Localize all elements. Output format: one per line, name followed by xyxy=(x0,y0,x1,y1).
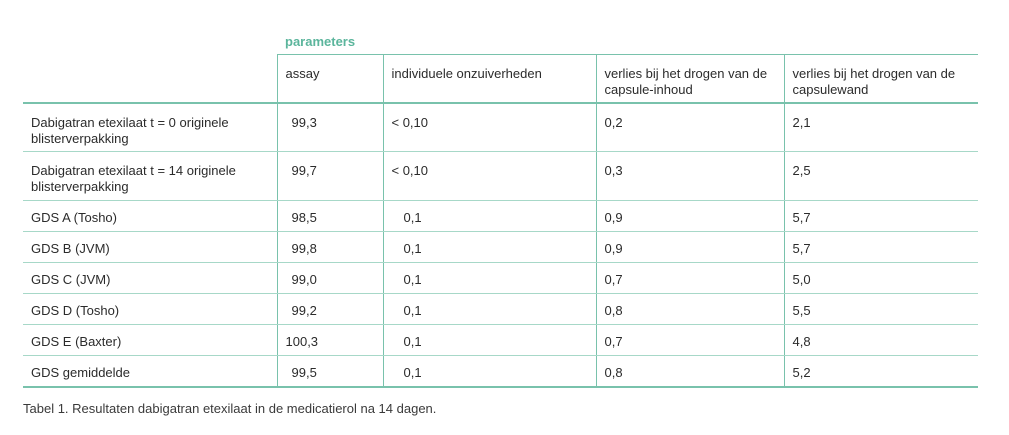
cell-assay: 99,7 xyxy=(277,152,383,201)
header-sample xyxy=(23,55,277,103)
cell-sample: GDS gemiddelde xyxy=(23,356,277,387)
cell-sample: Dabigatran etexilaat t = 14 originele blisterverpakking xyxy=(23,152,277,201)
cell-loss-content: 0,3 xyxy=(596,152,784,201)
table-row xyxy=(23,263,978,294)
cell-loss-wall: 5,2 xyxy=(784,356,978,387)
results-table xyxy=(23,54,978,388)
cell-impurities: < 0,10 xyxy=(383,103,596,152)
cell-loss-wall: 2,1 xyxy=(784,103,978,152)
cell-assay: 98,5 xyxy=(277,201,383,232)
cell-assay: 99,3 xyxy=(277,103,383,152)
table-row xyxy=(23,103,978,152)
header-row xyxy=(23,55,978,103)
cell-loss-wall: 4,8 xyxy=(784,325,978,356)
parameters-group-header: parameters xyxy=(285,34,356,49)
header-loss-wall: verlies bij het drogen van de capsulewand xyxy=(784,55,978,103)
cell-impurities: 0,1 xyxy=(383,263,596,294)
cell-sample: GDS E (Baxter) xyxy=(23,325,277,356)
cell-sample: GDS A (Tosho) xyxy=(23,201,277,232)
cell-sample: GDS D (Tosho) xyxy=(23,294,277,325)
cell-loss-content: 0,9 xyxy=(596,201,784,232)
cell-sample: GDS C (JVM) xyxy=(23,263,277,294)
cell-impurities: 0,1 xyxy=(383,201,596,232)
table-row xyxy=(23,152,978,201)
cell-loss-content: 0,7 xyxy=(596,325,784,356)
cell-loss-wall: 5,0 xyxy=(784,263,978,294)
cell-loss-wall: 2,5 xyxy=(784,152,978,201)
cell-sample: Dabigatran etexilaat t = 0 originele blisterverpakking xyxy=(23,103,277,152)
cell-assay: 99,5 xyxy=(277,356,383,387)
cell-loss-content: 0,7 xyxy=(596,263,784,294)
cell-assay: 99,2 xyxy=(277,294,383,325)
cell-impurities: 0,1 xyxy=(383,356,596,387)
cell-impurities: 0,1 xyxy=(383,232,596,263)
cell-impurities: < 0,10 xyxy=(383,152,596,201)
cell-loss-wall: 5,7 xyxy=(784,201,978,232)
cell-loss-content: 0,8 xyxy=(596,294,784,325)
cell-loss-wall: 5,5 xyxy=(784,294,978,325)
cell-assay: 99,0 xyxy=(277,263,383,294)
table-row xyxy=(23,294,978,325)
header-assay: assay xyxy=(277,55,383,103)
cell-impurities: 0,1 xyxy=(383,294,596,325)
cell-loss-content: 0,8 xyxy=(596,356,784,387)
table-row xyxy=(23,356,978,387)
table-row xyxy=(23,201,978,232)
table-caption: Tabel 1. Resultaten dabigatran etexilaat in de medicatierol na 14 dagen. xyxy=(23,401,437,416)
header-loss-content: verlies bij het drogen van de capsule-inhoud xyxy=(596,55,784,103)
header-impurities: individuele onzuiverheden xyxy=(383,55,596,103)
cell-loss-content: 0,2 xyxy=(596,103,784,152)
cell-assay: 99,8 xyxy=(277,232,383,263)
table-row xyxy=(23,232,978,263)
cell-sample: GDS B (JVM) xyxy=(23,232,277,263)
cell-loss-content: 0,9 xyxy=(596,232,784,263)
cell-loss-wall: 5,7 xyxy=(784,232,978,263)
table-row xyxy=(23,325,978,356)
cell-assay: 100,3 xyxy=(277,325,383,356)
cell-impurities: 0,1 xyxy=(383,325,596,356)
